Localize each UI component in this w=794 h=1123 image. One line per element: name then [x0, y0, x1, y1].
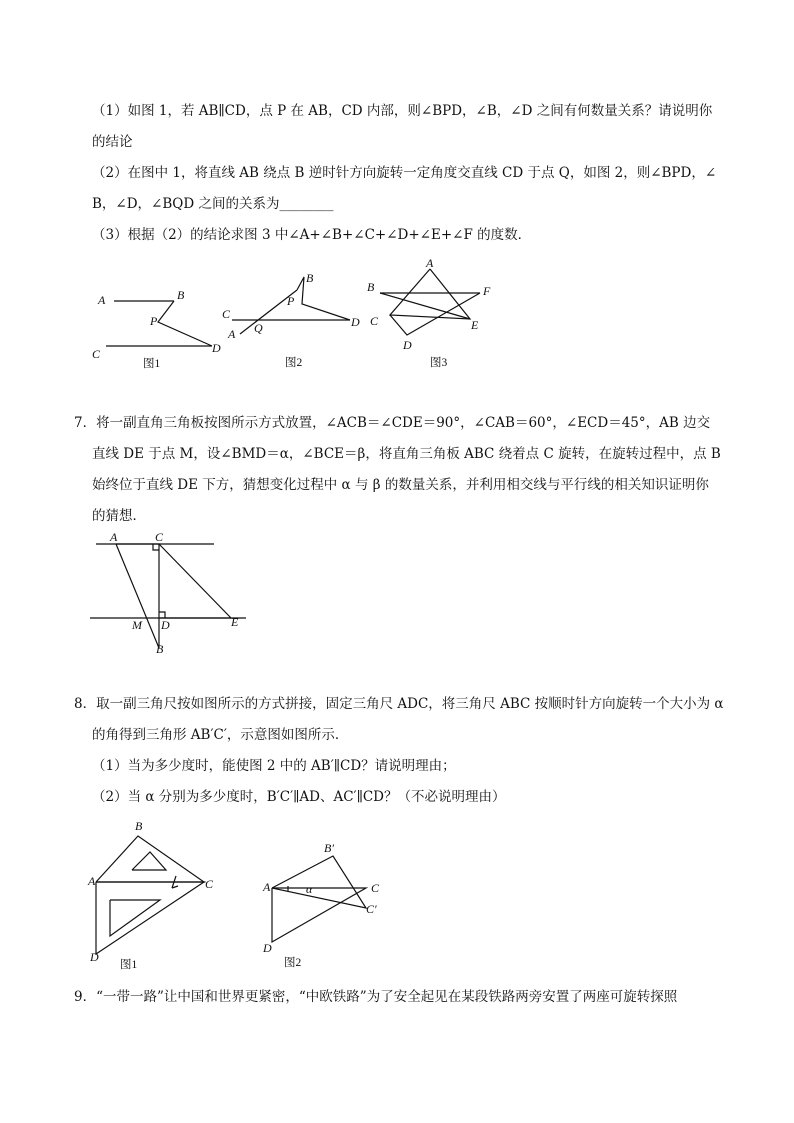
fig2-label-A: A — [228, 327, 236, 341]
q6-figure-1 — [90, 285, 230, 373]
fig2-label-B: B — [306, 271, 314, 285]
q6-part2-line2: B，∠D，∠BQD 之间的关系为________ — [92, 196, 334, 212]
q8f2-label-Cp: C′ — [366, 902, 377, 916]
q8f1-label-B: B — [135, 819, 143, 833]
q6-part1-line1: （1）如图 1，若 AB∥CD，点 P 在 AB，CD 内部，则∠BPD，∠B，∠D 之间有何数量关系？请说明你 — [92, 103, 713, 119]
q8f1-label-A: A — [88, 874, 96, 888]
q6-figure-2 — [222, 270, 372, 374]
fig3-label-C: C — [370, 314, 379, 328]
fig3-label-A: A — [426, 256, 434, 270]
fig2-label-Q: Q — [254, 321, 263, 335]
fig3-label-E: E — [471, 318, 479, 332]
q7-label-C: C — [155, 530, 164, 544]
fig1-caption: 图1 — [143, 358, 161, 370]
fig3-label-D: D — [403, 338, 412, 352]
q7-label-M: M — [132, 618, 142, 632]
fig1-label-D: D — [212, 341, 221, 355]
fig2-caption: 图2 — [285, 357, 303, 369]
q8f2-label-D: D — [263, 941, 272, 955]
q8-part2: （2）当 α 分别为多少度时，B′C′∥AD、AC′∥CD？（不必说明理由） — [92, 789, 506, 805]
fig2-label-P: P — [287, 294, 295, 308]
q8f1-caption: 图1 — [120, 959, 138, 970]
q7-line2: 直线 DE 于点 M，设∠BMD＝α，∠BCE＝β，将直角三角板 ABC 绕着点 C 旋转，在旋转过程中，点 B — [92, 446, 721, 462]
q7-line1: 7．将一副直角三角板按图所示方式放置，∠ACB＝∠CDE＝90°，∠CAB＝60°，∠ECD＝45°，AB 边交 — [74, 415, 711, 431]
fig1-label-B: B — [177, 288, 185, 302]
q8f1-label-C: C — [205, 877, 214, 891]
q8f2-label-alpha: α — [306, 882, 313, 896]
q8f2-label-A: A — [263, 880, 271, 894]
q8f2-caption: 图2 — [284, 957, 302, 969]
fig1-label-P: P — [150, 314, 158, 328]
fig2-label-C: C — [222, 307, 231, 321]
fig2-label-D: D — [351, 315, 360, 329]
q8f2-label-C: C — [371, 881, 380, 895]
q6-part2-line1: （2）在图中 1，将直线 AB 绕点 B 逆时针方向旋转一定角度交直线 CD 于点 Q，如图 2，则∠BPD，∠ — [92, 165, 717, 181]
q6-figure-3 — [362, 255, 502, 373]
q7-figure — [86, 530, 256, 656]
q6-part3-line: （3）根据（2）的结论求图 3 中∠A+∠B+∠C+∠D+∠E+∠F 的度数． — [92, 227, 532, 243]
q7-label-B: B — [156, 642, 164, 656]
q8-line1: 8．取一副三角尺按如图所示的方式拼接，固定三角尺 ADC，将三角尺 ABC 按顺时针方向旋转一个大小为 α — [74, 696, 724, 712]
q8-figure-2 — [258, 838, 388, 970]
q8-part1: （1）当为多少度时，能使图 2 中的 AB′∥CD？请说明理由； — [92, 758, 456, 774]
q8f2-label-Bp: B′ — [324, 841, 334, 855]
fig3-label-B: B — [367, 280, 375, 294]
q8f1-label-D: D — [90, 950, 99, 964]
q7-line4: 的猜想． — [92, 508, 146, 524]
q7-line3: 始终位于直线 DE 下方，猜想变化过程中 α 与 β 的数量关系，并利用相交线与平行线的相关知识证明你 — [92, 477, 709, 493]
q7-label-D: D — [161, 618, 170, 632]
q7-label-E: E — [231, 615, 239, 629]
fig1-label-A: A — [98, 293, 106, 307]
fig3-caption: 图3 — [430, 357, 448, 369]
q9-line1: 9．“一带一路”让中国和世界更紧密，“中欧铁路”为了安全起见在某段铁路两旁安置了两座可旋转探照 — [74, 989, 678, 1005]
q8-line2: 的角得到三角形 AB′C′，示意图如图所示． — [92, 727, 349, 743]
q7-label-A: A — [110, 530, 118, 544]
q8-figure-1 — [86, 818, 226, 970]
fig1-label-C: C — [92, 347, 101, 361]
q6-part1-line2: 的结论 — [92, 134, 133, 150]
fig3-label-F: F — [483, 284, 491, 298]
